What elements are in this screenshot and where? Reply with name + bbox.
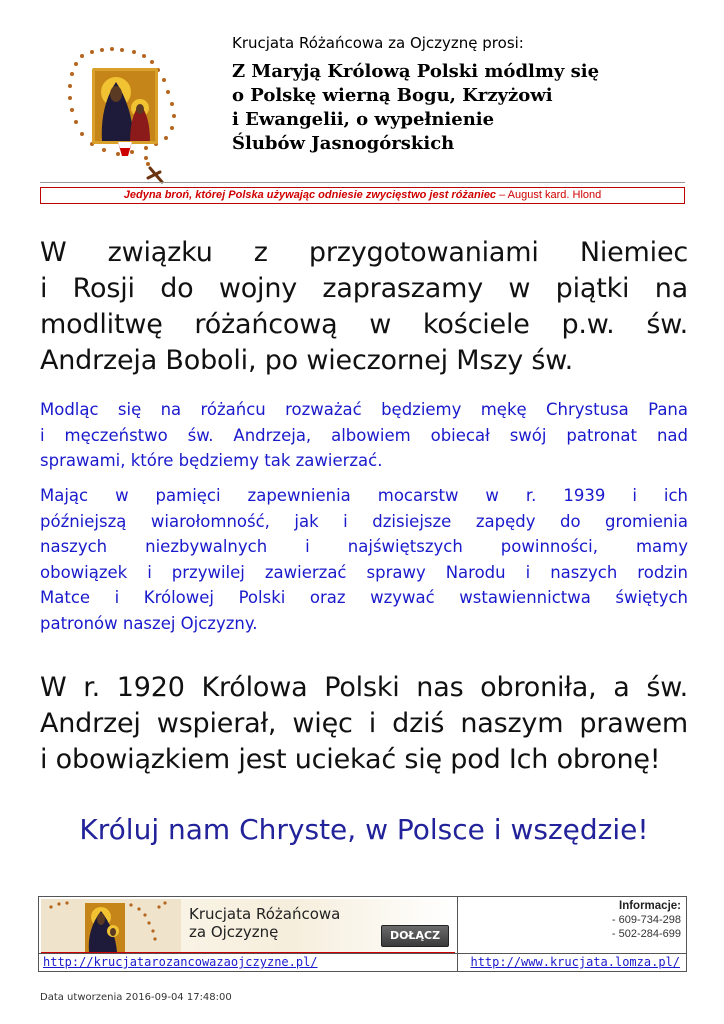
- paragraph-line: późniejszą wiarołomność, jak i dzisiejsze zapędy do gromienia: [40, 511, 688, 531]
- motto-line: Z Maryją Królową Polski módlmy się: [232, 61, 600, 82]
- creation-date: Data utworzenia 2016-09-04 17:48:00: [40, 992, 232, 1003]
- rosary-madonna-icon: [62, 46, 212, 186]
- headline: [40, 235, 688, 379]
- defense-line: W r. 1920 Królowa Polski nas obroniła, a św.: [40, 672, 688, 703]
- quote-author: – August kard. Hlond: [496, 189, 602, 201]
- banner-title-line: Krucjata Różańcowa: [189, 905, 341, 923]
- join-banner[interactable]: [41, 899, 455, 953]
- closing-prayer: Króluj nam Chryste, w Polsce i wszędzie!: [79, 813, 649, 846]
- banner-title-line: za Ojczyznę: [189, 923, 279, 941]
- quote-bar: [40, 187, 685, 204]
- paragraph-history: [40, 483, 688, 636]
- phone-number: - 609-734-298: [611, 914, 681, 926]
- paragraph-line: Matce i Królowej Polski oraz wzywać wstawiennictwa świętych: [40, 588, 688, 607]
- paragraph-line: patronów naszej Ojczyzny.: [40, 613, 258, 633]
- website-link-main[interactable]: http://krucjatarozancowazaojczyzne.pl/: [43, 955, 318, 969]
- madonna-icon: [41, 899, 181, 952]
- defense-line: i obowiązkiem jest uciekać się pod Ich obronę!: [40, 744, 661, 775]
- header-divider: [40, 182, 685, 183]
- headline-line: Andrzeja Boboli, po wieczornej Mszy św.: [40, 345, 574, 376]
- phone-number: - 502-284-699: [611, 928, 681, 940]
- paragraph-line: i męczeństwo św. Andrzeja, albowiem obiecał swój patronat nad: [40, 425, 688, 445]
- org-line: Krucjata Różańcowa za Ojczyznę prosi:: [232, 34, 524, 52]
- paragraph-line: Modląc się na różańcu rozważać będziemy mękę Chrystusa Pana: [40, 400, 688, 419]
- footer-vertical-divider: [457, 897, 458, 971]
- footer-divider: [39, 953, 686, 954]
- quote-text: Jedyna broń, której Polska używając odniesie zwycięstwo jest różaniec: [123, 189, 497, 201]
- motto: [232, 60, 599, 156]
- motto-line: i Ewangelii, o wypełnienie: [232, 109, 495, 130]
- motto-line: Ślubów Jasnogórskich: [232, 133, 455, 154]
- paragraph-line: obowiązek i przywilej zawierzać sprawy Narodu i naszych rodzin: [40, 562, 688, 582]
- defense-statement: [40, 670, 688, 778]
- header: [40, 28, 685, 188]
- contact-info: [469, 899, 681, 941]
- headline-line: modlitwę różańcową w kościele p.w. św.: [40, 309, 688, 340]
- info-title: Informacje:: [619, 900, 681, 912]
- website-link-lomza[interactable]: http://www.krucjata.lomza.pl/: [470, 955, 680, 969]
- headline-line: W związku z przygotowaniami Niemiec: [40, 237, 688, 268]
- motto-line: o Polskę wierną Bogu, Krzyżowi: [232, 85, 553, 106]
- join-button[interactable]: DOŁĄCZ: [381, 925, 449, 947]
- defense-line: Andrzej wspierał, więc i dziś naszym prawem: [40, 708, 688, 739]
- paragraph-line: sprawami, które będziemy tak zawierzać.: [40, 451, 383, 470]
- paragraph-line: Mając w pamięci zapewnienia mocarstw w r. 1939 i ich: [40, 486, 688, 505]
- paragraph-line: naszych niezbywalnych i najświętszych powinności, mamy: [40, 537, 688, 556]
- headline-line: i Rosji do wojny zapraszamy w piątki na: [40, 273, 688, 304]
- banner-title: [189, 905, 340, 941]
- paragraph-meditation: [40, 397, 688, 474]
- footer-box: [38, 896, 687, 972]
